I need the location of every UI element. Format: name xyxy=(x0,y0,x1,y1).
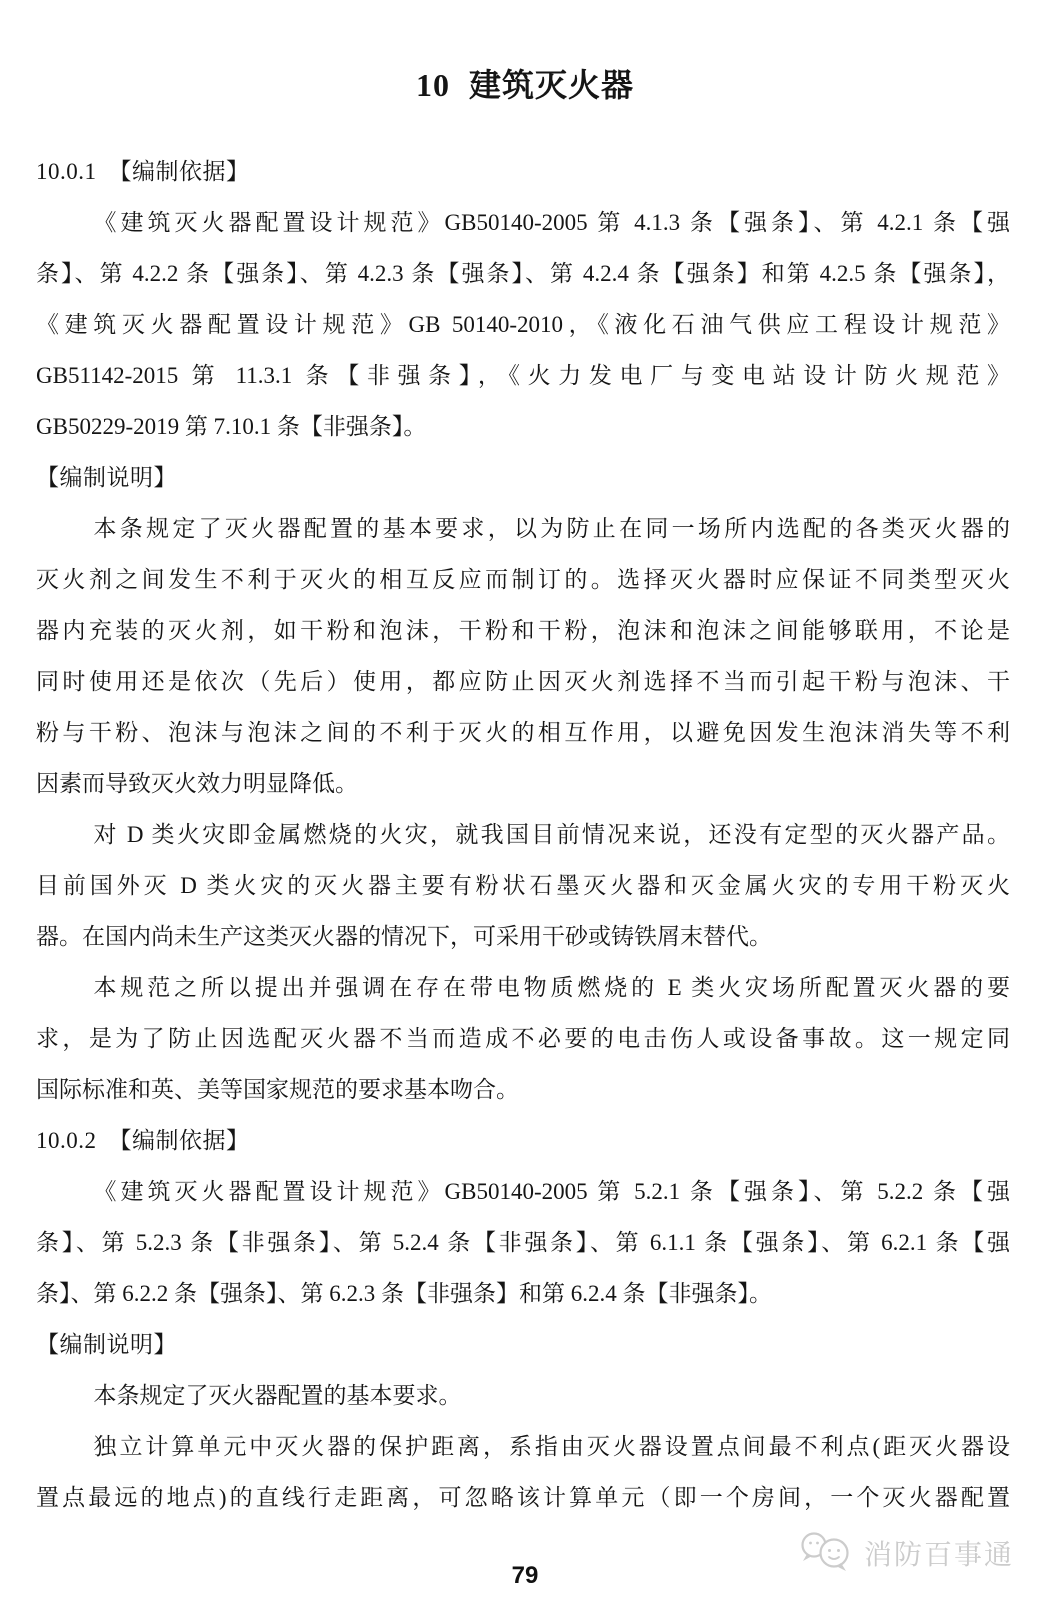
page-number: 79 xyxy=(511,1562,539,1589)
text-line: 粉与干粉、泡沫与泡沫之间的不利于灭火的相互作用，以避免因发生泡沫消失等不利 xyxy=(36,720,1010,745)
text-line: 本条规定了灭火器配置的基本要求。 xyxy=(93,1383,462,1408)
text-line: 同时使用还是依次（先后）使用，都应防止因灭火剂选择不当而引起干粉与泡沫、干 xyxy=(36,669,1010,694)
text-line: 条】、第 4.2.2 条【强条】、第 4.2.3 条【强条】、第 4.2.4 条【强条】和第 4.2.5 条【强条】， xyxy=(36,261,1010,286)
text-line: 因素而导致灭火效力明显降低。 xyxy=(36,771,358,796)
watermark-label: 消防百事通 xyxy=(863,1540,1014,1571)
text-line: 求，是为了防止因选配灭火器不当而造成不必要的电击伤人或设备事故。这一规定同 xyxy=(36,1026,1010,1051)
text-line: GB50229-2019 第 7.10.1 条【非强条】。 xyxy=(36,414,427,439)
text-line: 条】、第 6.2.2 条【强条】、第 6.2.3 条【非强条】和第 6.2.4 条【非强条】。 xyxy=(36,1281,772,1306)
text-line: 独立计算单元中灭火器的保护距离，系指由灭火器设置点间最不利点(距灭火器设 xyxy=(93,1434,1010,1459)
text-line: GB51142-2015 第 11.3.1 条【非强条】，《火力发电厂与变电站设计防火规范》 xyxy=(36,363,1010,388)
text-line: 本规范之所以提出并强调在存在带电物质燃烧的 E 类火灾场所配置灭火器的要 xyxy=(93,975,1010,1000)
section-heading-explanation-2: 【编制说明】 xyxy=(36,1332,177,1357)
page-title: 10 建筑灭火器 xyxy=(415,67,634,103)
section-heading-explanation-1: 【编制说明】 xyxy=(36,465,177,490)
text-line: 《建筑灭火器配置设计规范》GB50140-2005 第 4.1.3 条【强条】、第 4.2.1 条【强 xyxy=(93,210,1010,235)
text-line: 本条规定了灭火器配置的基本要求，以为防止在同一场所内选配的各类灭火器的 xyxy=(93,516,1010,541)
text-line: 《建筑灭火器配置设计规范》GB50140-2005 第 5.2.1 条【强条】、第 5.2.2 条【强 xyxy=(93,1179,1010,1204)
text-line: 对 D 类火灾即金属燃烧的火灾，就我国目前情况来说，还没有定型的灭火器产品。 xyxy=(93,822,1010,847)
text-line: 灭火剂之间发生不利于灭火的相互反应而制订的。选择灭火器时应保证不同类型灭火 xyxy=(36,567,1010,592)
text-line: 《建筑灭火器配置设计规范》GB 50140-2010，《液化石油气供应工程设计规范》 xyxy=(36,312,1010,337)
text-line: 目前国外灭 D 类火灾的灭火器主要有粉状石墨灭火器和灭金属火灾的专用干粉灭火 xyxy=(36,873,1010,898)
section-heading-10-0-2: 10.0.2 【编制依据】 xyxy=(36,1128,250,1153)
text-line: 置点最远的地点)的直线行走距离，可忽略该计算单元（即一个房间，一个灭火器配置 xyxy=(36,1485,1010,1510)
text-line: 国际标准和英、美等国家规范的要求基本吻合。 xyxy=(36,1077,519,1102)
text-line: 条】、第 5.2.3 条【非强条】、第 5.2.4 条【非强条】、第 6.1.1 条【强条】、第 6.2.1 条【强 xyxy=(36,1230,1010,1255)
text-line: 器。在国内尚未生产这类灭火器的情况下，可采用干砂或铸铁屑末替代。 xyxy=(36,924,772,949)
document-body xyxy=(36,146,1010,1523)
section-heading-10-0-1: 10.0.1 【编制依据】 xyxy=(36,159,250,184)
text-line: 器内充装的灭火剂，如干粉和泡沫，干粉和干粉，泡沫和泡沫之间能够联用，不论是 xyxy=(36,618,1010,643)
